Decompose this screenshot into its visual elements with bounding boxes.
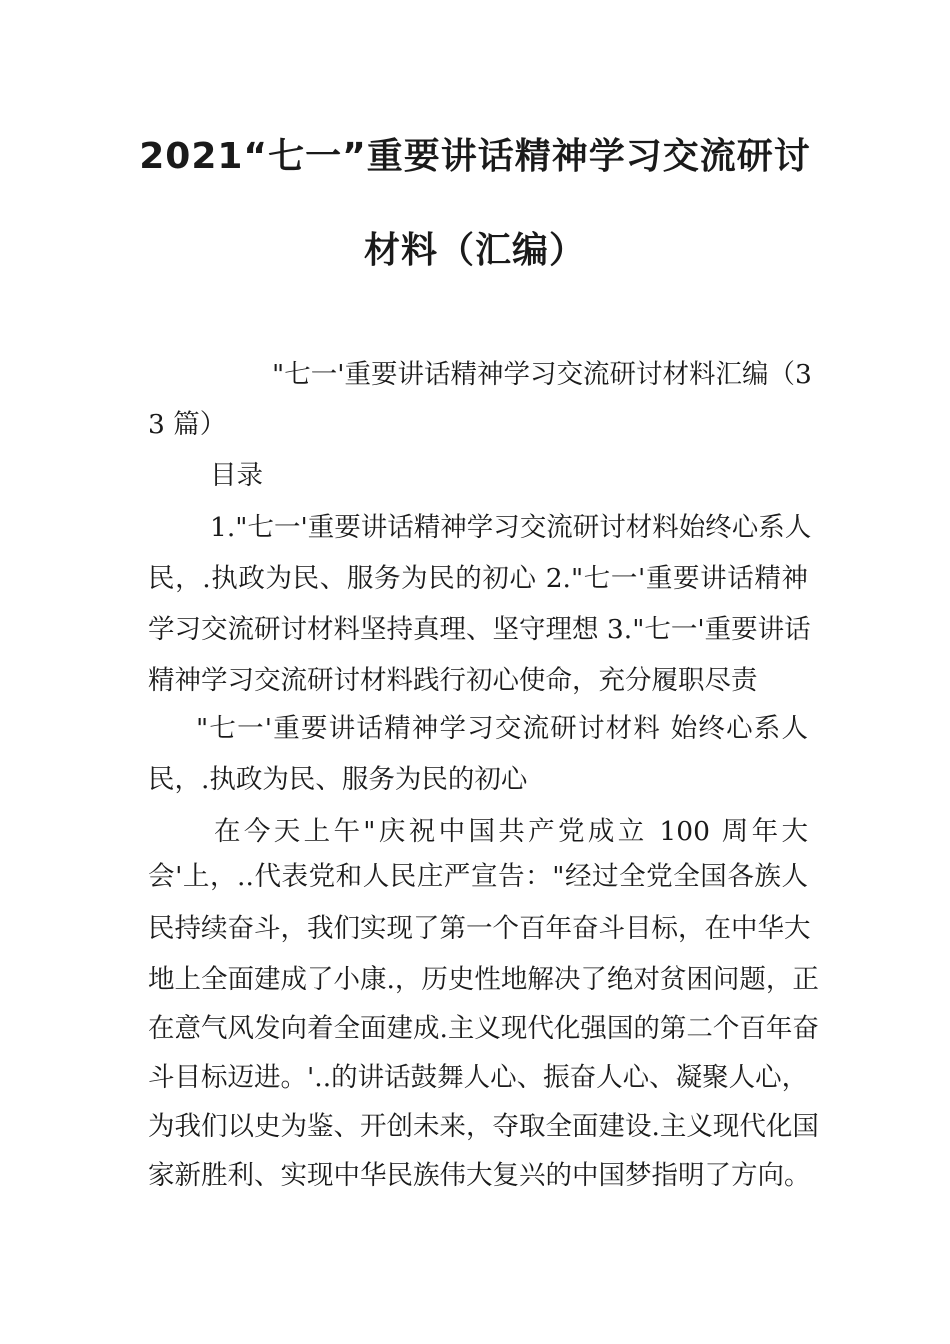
paragraph-line: 会'上，..代表党和人民庄严宣告："经过全党全国各族人 — [148, 861, 808, 892]
section-heading-line: "七一'重要讲话精神学习交流研讨材料 始终心系人 — [196, 713, 808, 744]
section-heading-line: 民，.执政为民、服务为民的初心 — [148, 764, 528, 795]
document-title-line-1: 2021“七一”重要讲话精神学习交流研讨 — [139, 136, 811, 177]
toc-entry-line: 民，.执政为民、服务为民的初心 2."七一'重要讲话精神 — [148, 563, 808, 594]
subtitle-line: "七一'重要讲话精神学习交流研讨材料汇编（3 — [272, 359, 812, 390]
paragraph-line: 在今天上午"庆祝中国共产党成立 100 周年大 — [214, 816, 808, 847]
toc-entry-line: 1."七一'重要讲话精神学习交流研讨材料始终心系人 — [210, 512, 812, 543]
paragraph-line: 在意气风发向着全面建成.主义现代化强国的第二个百年奋 — [148, 1013, 819, 1044]
toc-entry-line: 学习交流研讨材料坚持真理、坚守理想 3."七一'重要讲话 — [148, 614, 811, 645]
paragraph-line: 斗目标迈进。'..的讲话鼓舞人心、振奋人心、凝聚人心， — [148, 1062, 809, 1093]
toc-entry-line: 精神学习交流研讨材料践行初心使命，充分履职尽责 — [148, 665, 758, 696]
paragraph-line: 为我们以史为鉴、开创未来，夺取全面建设.主义现代化国 — [148, 1111, 819, 1142]
paragraph-line: 地上全面建成了小康.，历史性地解决了绝对贫困问题，正 — [148, 964, 819, 995]
subtitle-line-continued: 3 篇） — [148, 409, 227, 440]
paragraph-line: 家新胜利、实现中华民族伟大复兴的中国梦指明了方向。 — [148, 1160, 811, 1191]
toc-heading: 目录 — [210, 460, 263, 491]
document-title-line-2: 材料（汇编） — [363, 230, 586, 271]
paragraph-line: 民持续奋斗，我们实现了第一个百年奋斗目标，在中华大 — [148, 913, 811, 944]
